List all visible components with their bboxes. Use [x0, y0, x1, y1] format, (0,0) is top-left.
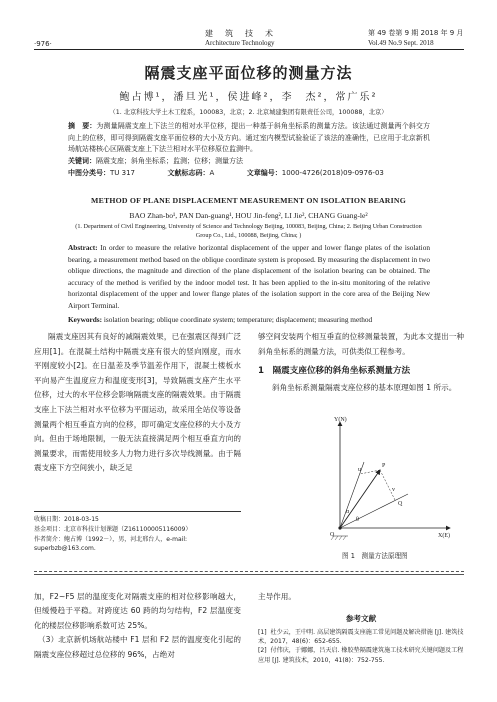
section-1-heading: 1 隔震支座位移的斜角坐标系测量方法: [258, 366, 411, 376]
figure-label-x: X(E): [438, 533, 450, 539]
figure-label-theta: θ: [356, 517, 359, 523]
article-no-value: 1000-4726(2018)09-0976-03: [281, 169, 384, 177]
figure-label-v: v: [392, 487, 395, 493]
figure-1-diagram: [300, 410, 460, 550]
authors-cn: 鲍占博¹，潘旦光¹，侯进峰²，李 杰²，常广乐²: [119, 92, 378, 103]
keywords-en: [68, 315, 430, 324]
footnote-author: 作者简介：鲍占博（1992－），男，河北邢台人，e-mail: superbzb@163.com.: [34, 536, 188, 552]
authors-en: BAO Zhan-bo¹, PAN Dan-guang¹, HOU Jin-feng², LI Jie², CHANG Guang-le²: [129, 211, 368, 220]
lower-left-paragraph: 加，F2~F5 层的温度变化对隔震支座的相对位移影响越大，但缓慢趋于平稳。对跨度达 60 跨的均匀结构，F2 层温度变化的楼层位移影响系数可达 25%。 （3）北京新机场航站楼中 F1 层和 F2 层的温度变化引起的隔震支座位移超过总位移的 96%，占绝对: [34, 592, 241, 659]
keywords-cn: [68, 156, 430, 166]
class-label: 中图分类号：: [68, 169, 110, 177]
affiliation-en-2: Group Co., Ltd., 100088, Beijing, China; ): [195, 232, 302, 239]
figure-label-p: P: [382, 463, 386, 469]
affiliation-cn: （1. 北京科技大学土木工程系，100083，北京；2. 北京城建集团有限责任公司，100088，北京）: [109, 109, 388, 116]
doc-code-value: A: [209, 169, 215, 177]
body-left-paragraph: 隔震支座因其有良好的减隔震效果，已在强震区得到广泛应用[1]。在混凝土结构中隔震支座有很大的竖向刚度，而水平刚度较小[2]。在日温差及季节温差作用下，混凝土楼板水平向易产生温度应力和温度变形[3]，导致隔震支座产生水平位移，过大的水平位移会影响隔震支座的隔震效果。由于隔震支座上下法兰相对水平位移为平面运动，故采用全站仪等设备测量两个相互垂直方向的位移，即可确定支座位移的大小及方向。但由于场地限制，一般无法直接满足两个相互垂直方向的测量要求，而需使用较多人力物力进行多次导线测量。由于隔震支座下方空间狭小，缺乏足: [34, 332, 241, 473]
figure-1-caption: 图 1 测量方法原理图: [342, 552, 408, 560]
doc-code-label: 文献标志码：: [167, 169, 210, 177]
keywords-en-text: isolation bearing; oblique coordinate system; temperature; displacement; measuring method: [103, 315, 373, 324]
abstract-cn-label: 摘 要：: [68, 122, 97, 130]
header-rule: [34, 49, 464, 50]
references-heading: 参考文献: [345, 614, 377, 623]
abstract-en: [68, 242, 430, 311]
article-no-label: 文章编号：: [246, 169, 282, 177]
keywords-cn-label: 关键词：: [68, 157, 96, 165]
section-separator: [34, 571, 464, 572]
references-list: [1] 杜少云，王中明. 高层建筑隔震支座施工常见问题及解决措施 [J]. 建筑技术，2017，48(6)：652-655. [2] 付伟庆，于娜娜，吕天启. 橡胶垫隔震建筑施工技术研究关键问题及工程应用 [J]. 建筑技术，2010，41(8)：752-755.: [258, 629, 464, 664]
figure-label-alpha: α: [346, 509, 350, 515]
class-value: TU 317: [110, 169, 135, 177]
body-right-top: 够空间安装两个相互垂直的位移测量装置，为此本文提出一种斜角坐标系的测量方法，可供类似工程参考。: [258, 332, 464, 356]
article-title-en: METHOD OF PLANE DISPLACEMENT MEASUREMENT ON ISOLATION BEARING: [91, 196, 406, 205]
keywords-en-label: Keywords:: [68, 315, 103, 324]
abstract-cn-text: 为测量隔震支座上下法兰的相对水平位移，提出一种基于斜角坐标系的测量方法。该法通过测量两个斜交方向上的位移，即可得到隔震支座平面位移的大小及方向。通过室内模型试验验证了该法的准确性，已应用于北京新机场航站楼核心区隔震支座上下法兰相对水平位移原位监测中。: [68, 122, 431, 154]
figure-label-q: Q: [398, 501, 403, 507]
page-number: ·976·: [34, 40, 52, 48]
classification-line: [68, 168, 430, 178]
abstract-cn: [68, 121, 430, 156]
article-title-cn: 隔震支座平面位移的测量方法: [144, 64, 353, 82]
journal-name-en: Architecture Technology: [205, 39, 275, 47]
abstract-en-label: Abstract:: [68, 243, 98, 252]
abstract-en-text: In order to measure the relative horizontal displacement of the upper and lower flange plates of the isolation bearing, a measurement method based on the oblique coordinate system is proposed. By measuring the displacement in two oblique directions, the magnitude and direction of the plane displacement of the isolation bearing can be obtained. The accuracy of the method is verified by the indoor model test. It has been applied to the in-situ monitoring of the relative horizontal displacement of the upper and lower flange plates of the isolation support in the core area of the Beijing New Airport Terminal.: [68, 243, 430, 310]
figure-label-u: u: [358, 467, 361, 473]
affiliation-en-1: (1. Department of Civil Engineering, University of Science and Technology Beijing, 100083, Beijing, China; 2. Beijing Urban Construction: [75, 223, 422, 230]
section-separator-2: [34, 574, 464, 575]
figure-label-o: O: [330, 532, 335, 538]
journal-name-cn: 建 筑 技 术: [205, 29, 275, 38]
footnote-fund: 基金项目：北京市科技计划课题（Z161100005116009）: [34, 526, 192, 533]
keywords-cn-text: 隔震支座；斜角坐标系；监测；位移；测量方法: [96, 157, 243, 165]
figure-label-y: Y(N): [334, 417, 347, 423]
lower-right-paragraph: 主导作用。: [258, 592, 296, 601]
section-1-text: 斜角坐标系测量隔震支座位移的基本原理如图 1 所示。: [272, 383, 457, 392]
issue-info-cn: 第 49 卷第 9 期 2018 年 9 月: [368, 29, 464, 37]
footnote-received: 收稿日期：2018-03-15: [34, 516, 99, 523]
footnote-rule: [34, 511, 241, 512]
issue-info-en: Vol.49 No.9 Sept. 2018: [368, 39, 434, 47]
